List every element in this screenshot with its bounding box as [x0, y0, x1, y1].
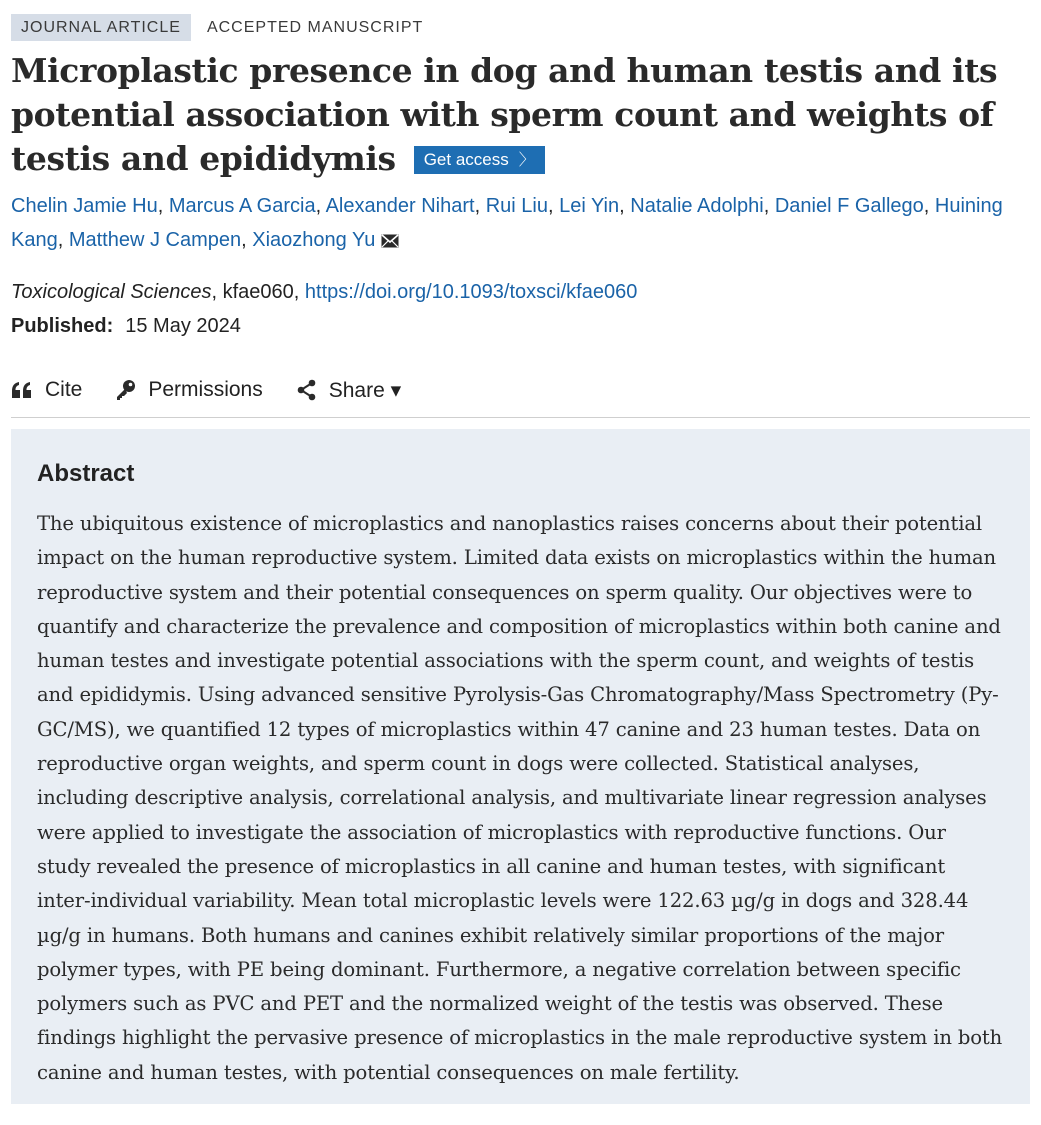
share-icon — [297, 379, 317, 401]
doi-link[interactable]: https://doi.org/10.1093/toxsci/kfae060 — [304, 281, 638, 303]
author-list — [11, 189, 1030, 259]
quote-icon — [11, 382, 33, 398]
author-link[interactable]: Huining Kang — [11, 195, 1003, 251]
author-separator: , — [763, 195, 775, 217]
share-button[interactable] — [297, 378, 401, 403]
citation-line — [11, 275, 1030, 309]
author-link[interactable]: Xiaozhong Yu — [252, 229, 376, 251]
key-icon — [116, 379, 136, 401]
page-title — [11, 49, 1030, 181]
chevron-right-icon: 〉 — [518, 152, 535, 169]
permissions-label: Permissions — [148, 378, 263, 401]
author-separator: , — [315, 195, 326, 217]
author-separator: , — [157, 195, 169, 217]
author-separator: , — [619, 195, 631, 217]
author-separator: , — [547, 195, 560, 217]
envelope-icon[interactable] — [381, 225, 399, 259]
article-toolbar — [11, 373, 1030, 407]
author-separator: , — [923, 195, 935, 217]
author-separator: , — [57, 229, 69, 251]
journal-name: Toxicological Sciences — [11, 281, 212, 303]
abstract-text: The ubiquitous existence of microplastics and nanoplastics raises concerns about their potential impact on the human reproductive system. Limited data exists on microplastics within the human reproductive system and their potential consequences on sperm quality. Our objectives were to quantify and characterize the prevalence and composition of microplastics within both canine and human testes and investigate potential associations with the sperm count, and weights of testis and epididymis. Using advanced sensitive Pyrolysis-Gas Chromatography/Mass Spectrometry (Py-GC/MS), we quantified 12 types of microplastics within 47 canine and 23 human testes. Data on reproductive organ weights, and sperm count in dogs were collected. Statistical analyses, including descriptive analysis, correlational analysis, and multivariate linear regression analyses were applied to investigate the association of microplastics with reproductive functions. Our study revealed the presence of microplastics in all canine and human testes, with significant inter-individual variability. Mean total microplastic levels were 122.63 µg/g in dogs and 328.44 µg/g in humans. Both humans and canines exhibit relatively similar proportions of the major polymer types, with PE being dominant. Furthermore, a negative correlation between specific polymers such as PVC and PET and the normalized weight of the testis was observed. These findings highlight the pervasive presence of microplastics in the male reproductive system in both canine and human testes, with potential consequences on male fertility. — [37, 512, 1003, 1084]
title-text: Microplastic presence in dog and human testis and its potential association with sperm count and weights of testis and epididymis — [11, 51, 998, 178]
get-access-label: Get access — [423, 150, 509, 169]
toolbar-divider — [11, 417, 1030, 418]
author-link[interactable]: Marcus A Garcia — [168, 195, 316, 217]
author-link[interactable]: Matthew J Campen — [68, 229, 242, 251]
cite-label: Cite — [45, 378, 83, 401]
author-link[interactable]: Daniel F Gallego — [774, 195, 924, 217]
author-link[interactable]: Alexander Nihart — [325, 195, 475, 217]
author-link[interactable]: Natalie Adolphi — [630, 195, 764, 217]
article-type-tag: JOURNAL ARTICLE — [11, 14, 191, 41]
article-id: , kfae060, — [211, 281, 305, 303]
published-date: 15 May 2024 — [125, 315, 241, 337]
get-access-button[interactable] — [414, 146, 545, 174]
article-header — [11, 14, 1030, 1104]
share-label: Share ▾ — [328, 378, 402, 402]
abstract-section — [11, 429, 1030, 1104]
author-link[interactable]: Lei Yin — [559, 195, 620, 217]
manuscript-status-tag: ACCEPTED MANUSCRIPT — [206, 19, 424, 36]
abstract-heading: Abstract — [37, 460, 135, 487]
author-separator: , — [241, 229, 253, 251]
author-separator: , — [474, 195, 486, 217]
permissions-button[interactable] — [116, 378, 262, 402]
cite-button[interactable] — [11, 378, 82, 402]
author-link[interactable]: Chelin Jamie Hu — [11, 195, 158, 217]
published-line — [11, 309, 1030, 343]
author-link[interactable]: Rui Liu — [485, 195, 548, 217]
published-label: Published: — [11, 315, 114, 337]
article-tags — [11, 14, 1030, 41]
